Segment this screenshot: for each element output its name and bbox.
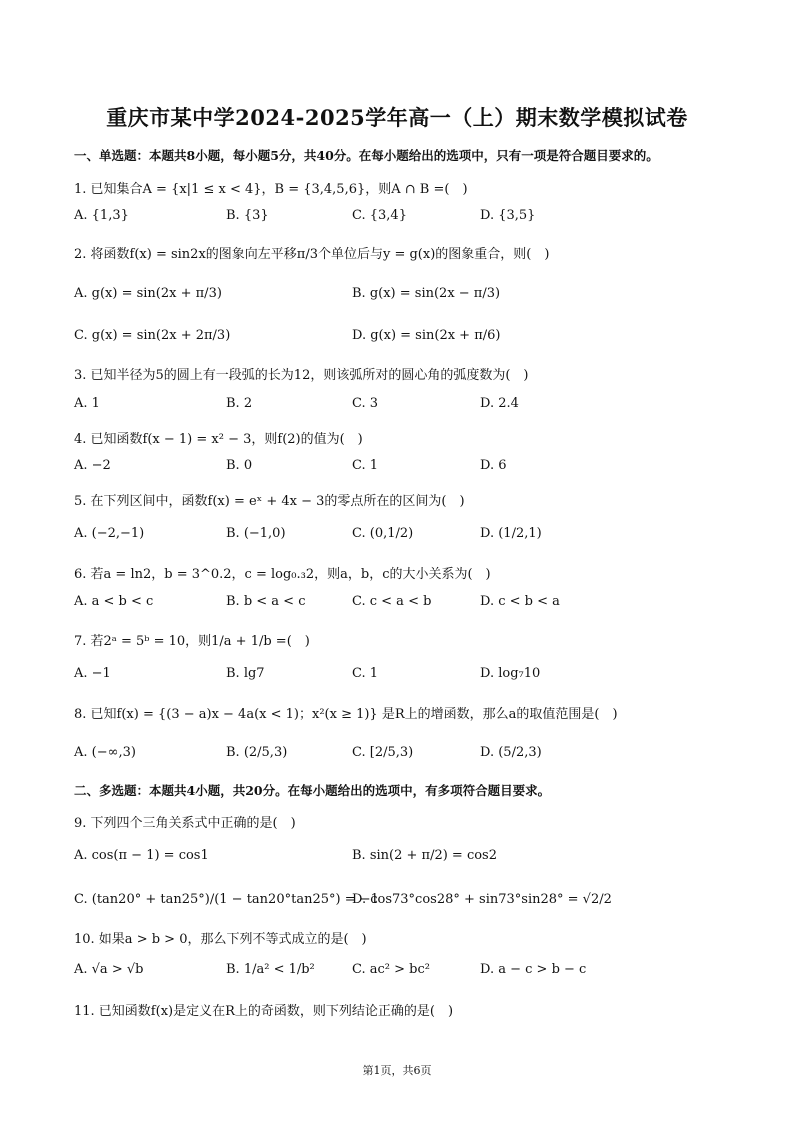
option-d: D. {3,5}	[480, 208, 536, 223]
option-b: B. (−1,0)	[226, 526, 286, 541]
question-stem: 11. 已知函数f(x)是定义在R上的奇函数，则下列结论正确的是( )	[74, 1004, 454, 1019]
section-heading-single-choice: 一、单选题：本题共8小题，每小题5分，共40分。在每小题给出的选项中，只有一项是符合题目要求的。	[74, 148, 659, 163]
question-stem: 5. 在下列区间中，函数f(x) = eˣ + 4x − 3的零点所在的区间为( )	[74, 494, 465, 509]
option-b: B. 2	[226, 396, 253, 411]
option-b: B. b < a < c	[226, 594, 306, 609]
option-a: A. a < b < c	[74, 594, 154, 609]
option-b: B. sin(2 + π/2) = cos2	[352, 848, 497, 863]
option-b: B. g(x) = sin(2x − π/3)	[352, 286, 501, 301]
option-b: B. 1/a² < 1/b²	[226, 962, 315, 977]
option-a: A. (−∞,3)	[74, 745, 136, 760]
option-c: C. (0,1/2)	[352, 526, 414, 541]
option-a: A. cos(π − 1) = cos1	[74, 848, 209, 863]
page-title: 重庆市某中学2024-2025学年高一（上）期末数学模拟试卷	[106, 105, 688, 130]
question-stem: 9. 下列四个三角关系式中正确的是( )	[74, 816, 296, 831]
option-c: C. {3,4}	[352, 208, 407, 223]
option-c: C. 1	[352, 458, 379, 473]
option-d: D. 2.4	[480, 396, 519, 411]
option-c: C. 3	[352, 396, 379, 411]
option-d: D. cos73°cos28° + sin73°sin28° = √2/2	[352, 892, 612, 907]
option-a: A. 1	[74, 396, 100, 411]
option-b: B. 0	[226, 458, 253, 473]
page-footer: 第1页，共6页	[362, 1064, 432, 1077]
question-stem: 7. 若2ᵃ = 5ᵇ = 10，则1/a + 1/b =( )	[74, 634, 310, 649]
option-b: B. (2/5,3)	[226, 745, 288, 760]
section-heading-multi-choice: 二、多选题：本题共4小题，共20分。在每小题给出的选项中，有多项符合题目要求。	[74, 783, 551, 798]
option-c: C. (tan20° + tan25°)/(1 − tan20°tan25°) = −1	[74, 892, 379, 907]
option-d: D. c < b < a	[480, 594, 560, 609]
option-d: D. log₇10	[480, 666, 541, 681]
option-d: D. a − c > b − c	[480, 962, 587, 977]
option-c: C. g(x) = sin(2x + 2π/3)	[74, 328, 231, 343]
option-b: B. lg7	[226, 666, 265, 681]
option-c: C. ac² > bc²	[352, 962, 430, 977]
option-a: A. √a > √b	[74, 962, 144, 977]
option-a: A. −2	[74, 458, 111, 473]
question-stem: 2. 将函数f(x) = sin2x的图象向左平移π/3个单位后与y = g(x)的图象重合，则( )	[74, 247, 550, 262]
option-c: C. c < a < b	[352, 594, 432, 609]
option-a: A. g(x) = sin(2x + π/3)	[74, 286, 222, 301]
option-a: A. {1,3}	[74, 208, 129, 223]
question-stem: 1. 已知集合A = {x|1 ≤ x < 4}，B = {3,4,5,6}，则A ∩ B =( )	[74, 182, 468, 197]
option-a: A. (−2,−1)	[74, 526, 145, 541]
question-stem: 10. 如果a > b > 0，那么下列不等式成立的是( )	[74, 932, 367, 947]
option-b: B. {3}	[226, 208, 269, 223]
option-d: D. 6	[480, 458, 507, 473]
option-d: D. g(x) = sin(2x + π/6)	[352, 328, 501, 343]
option-c: C. [2/5,3)	[352, 745, 414, 760]
option-c: C. 1	[352, 666, 379, 681]
question-stem: 4. 已知函数f(x − 1) = x² − 3，则f(2)的值为( )	[74, 432, 363, 447]
question-stem: 3. 已知半径为5的圆上有一段弧的长为12，则该弧所对的圆心角的弧度数为( )	[74, 368, 529, 383]
option-a: A. −1	[74, 666, 111, 681]
option-d: D. (1/2,1)	[480, 526, 542, 541]
question-stem: 8. 已知f(x) = {(3 − a)x − 4a(x < 1)；x²(x ≥ 1)} 是R上的增函数，那么a的取值范围是( )	[74, 707, 618, 722]
question-stem: 6. 若a = ln2，b = 3^0.2，c = log₀.₃2，则a，b，c的大小关系为( )	[74, 567, 491, 582]
option-d: D. (5/2,3)	[480, 745, 542, 760]
